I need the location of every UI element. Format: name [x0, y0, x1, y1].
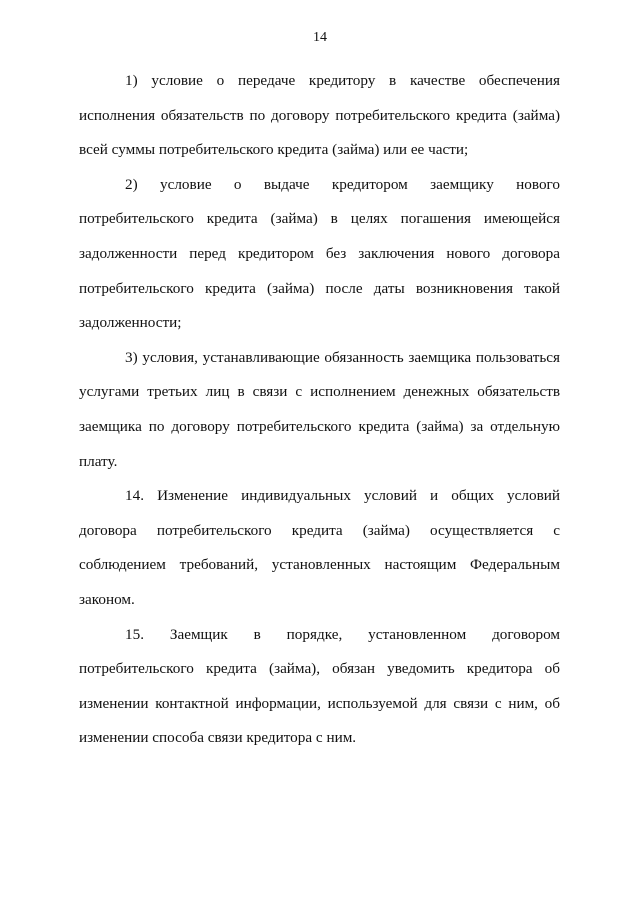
text-line: плату. — [79, 452, 118, 470]
page-number: 14 — [313, 30, 327, 45]
text-line: изменении способа связи кредитора с ним. — [79, 729, 357, 747]
text-line: всей суммы потребительского кредита (займа) или ее части; — [79, 141, 469, 159]
text-line: 1) условие о передаче кредитору в качестве обеспечения — [125, 72, 560, 89]
text-line: договора потребительского кредита (займа) осуществляется с — [79, 521, 560, 539]
document-body — [79, 64, 560, 756]
text-line: потребительского кредита (займа) в целях погашения имеющейся — [79, 210, 560, 228]
text-line: заемщика по договору потребительского кредита (займа) за отдельную — [79, 417, 560, 435]
text-line: потребительского кредита (займа), обязан уведомить кредитора об — [79, 660, 560, 678]
paragraph-item-2 — [79, 168, 560, 341]
text-line: задолженности перед кредитором без заключения нового договора — [79, 244, 560, 262]
text-line: 15. Заемщик в порядке, установленном договором — [125, 625, 560, 643]
text-line: изменении контактной информации, используемой для связи с ним, об — [79, 694, 560, 712]
text-line: услугами третьих лиц в связи с исполнением денежных обязательств — [79, 383, 560, 401]
section-14-paragraph — [79, 479, 560, 617]
paragraph-item-1 — [79, 64, 560, 168]
text-line: потребительского кредита (займа) после даты возникновения такой — [79, 279, 560, 297]
text-line: законом. — [79, 590, 135, 608]
section-15-paragraph — [79, 618, 560, 756]
text-line: 14. Изменение индивидуальных условий и общих условий — [125, 487, 560, 505]
text-line: задолженности; — [79, 314, 182, 332]
text-line: исполнения обязательств по договору потребительского кредита (займа) — [79, 106, 560, 124]
text-line: 2) условие о выдаче кредитором заемщику нового — [125, 175, 560, 193]
text-line: соблюдением требований, установленных настоящим Федеральным — [79, 556, 560, 574]
text-line: 3) условия, устанавливающие обязанность заемщика пользоваться — [125, 348, 560, 366]
paragraph-item-3 — [79, 341, 560, 479]
